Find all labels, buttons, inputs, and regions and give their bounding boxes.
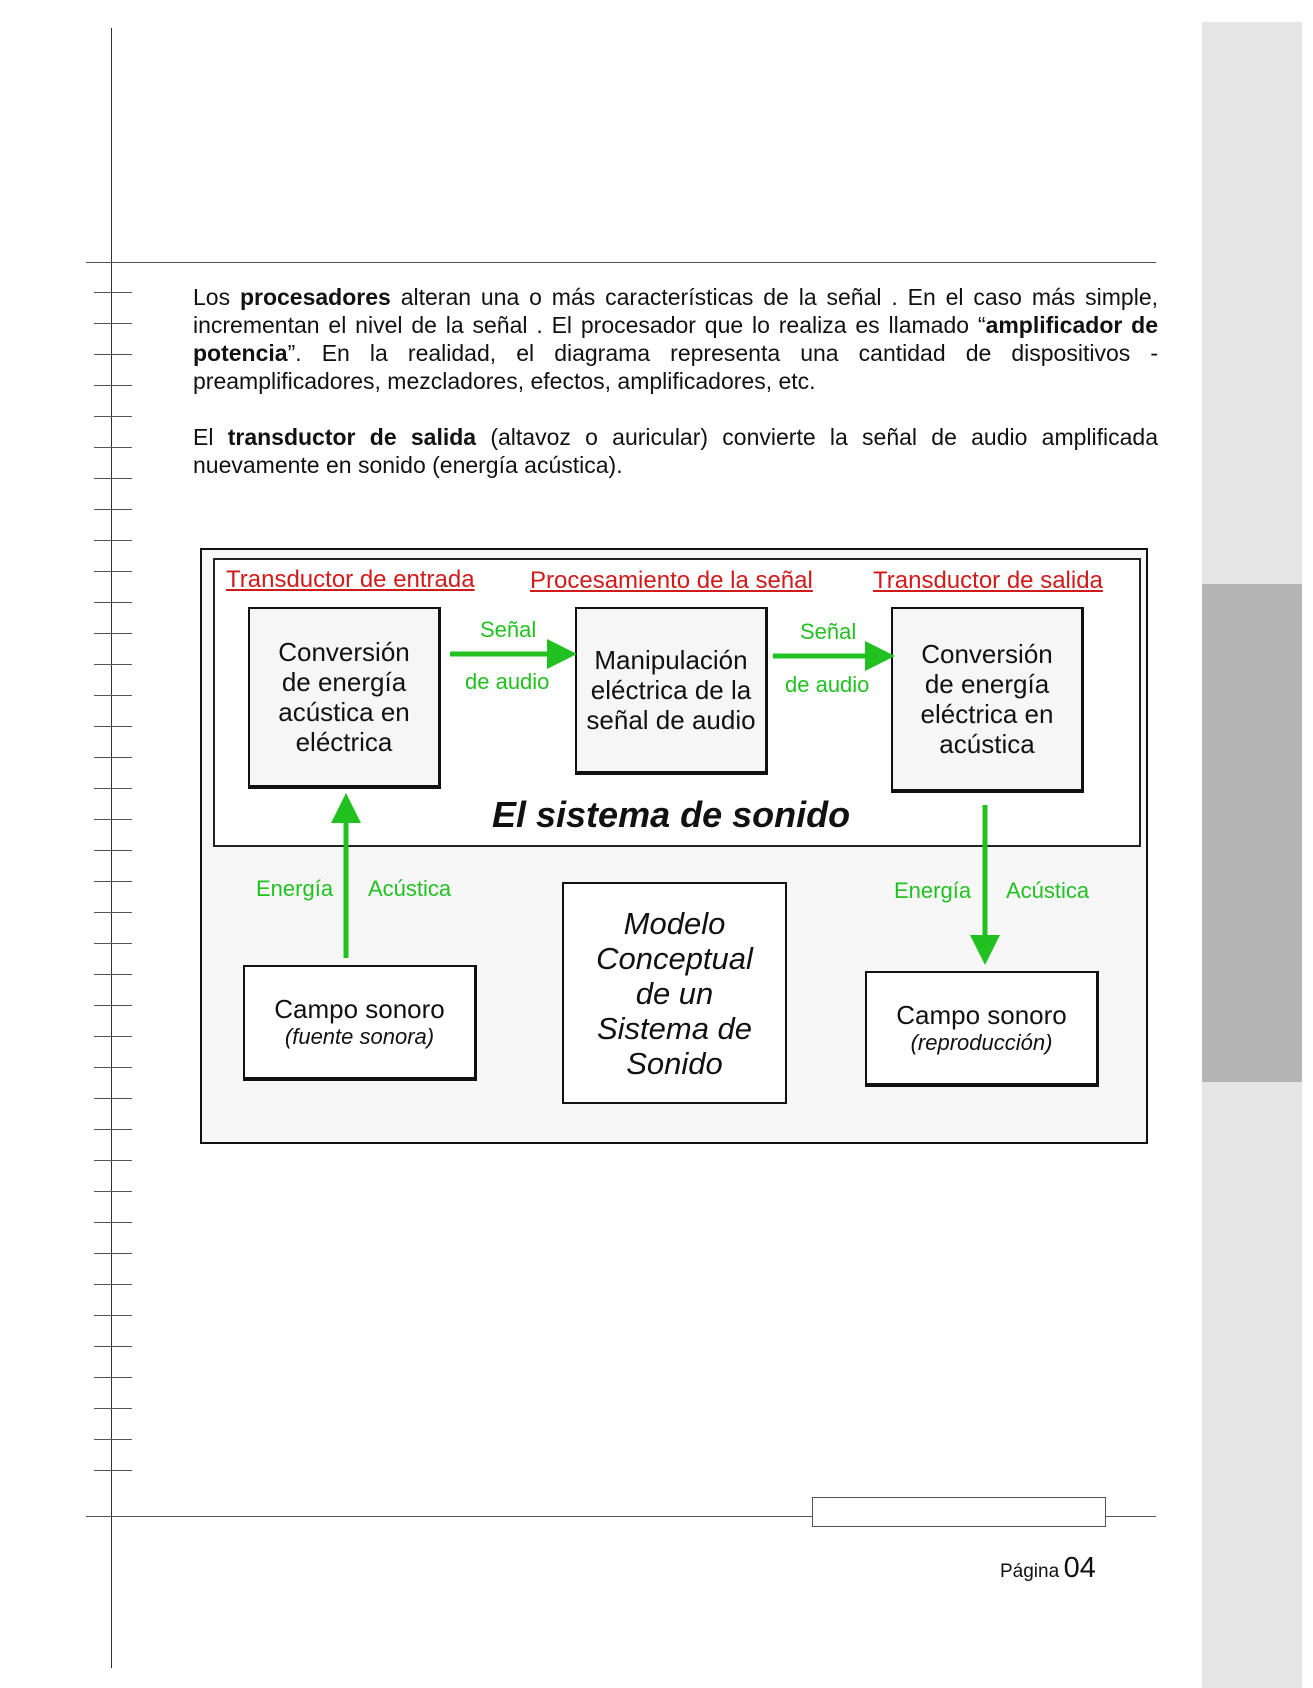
energy-right-label: Energía — [894, 878, 972, 903]
acoustic-right-label: Acústica — [1006, 878, 1090, 903]
header-rule — [86, 262, 1156, 263]
box-manipulation — [575, 607, 768, 775]
box-manipulation-text: Manipulación eléctrica de la señal de audio — [586, 645, 756, 735]
signal-label-1-top: Señal — [480, 617, 537, 642]
text-run: El — [193, 424, 228, 450]
signal-label-2-top: Señal — [800, 619, 857, 644]
box-output-conversion-text: Conversión de energía eléctrica en acústica — [920, 639, 1054, 759]
field-source-title: Campo sonoro — [274, 994, 445, 1024]
signal-label-2-bottom: de audio — [785, 672, 870, 697]
box-input-conversion-text: Conversión de energía acústica en eléctrica — [278, 637, 410, 757]
field-source-subtitle: (fuente sonora) — [284, 1024, 435, 1049]
acoustic-left-label: Acústica — [368, 876, 452, 901]
text-run: alteran una o más características de la señal . En el caso más simple, incrementan el nivel de la señal . El procesador que lo realiza es llamado “ — [193, 284, 1158, 338]
side-tab — [1202, 584, 1302, 1082]
system-title: El sistema de sonido — [492, 794, 851, 835]
box-input-conversion — [248, 607, 441, 789]
header-input-transducer: Transductor de entrada — [226, 566, 475, 593]
body-text — [193, 283, 1158, 479]
page-label: Página — [1000, 1561, 1060, 1582]
bold-term: amplificador de potencia — [193, 312, 1159, 366]
energy-left-label: Energía — [256, 876, 334, 901]
text-run: ”. En la realidad, el diagrama representa una cantidad de dispositivos - preamplificadores, mezcladores, efectos, amplificadores, etc. — [193, 340, 1158, 394]
margin-ticks — [94, 292, 132, 1472]
page-number-value: 04 — [1063, 1552, 1096, 1584]
page-number — [1000, 1552, 1096, 1585]
bold-term: procesadores — [239, 284, 391, 310]
box-field-reproduction — [865, 971, 1099, 1087]
field-repro-subtitle: (reproducción) — [910, 1030, 1053, 1055]
field-repro-title: Campo sonoro — [896, 1000, 1067, 1030]
box-conceptual-model — [562, 882, 787, 1104]
bold-term: transductor de salida — [227, 424, 477, 450]
model-text: Modelo Conceptual de un Sistema de Sonido — [596, 905, 753, 1081]
header-output-transducer: Transductor de salida — [873, 567, 1103, 594]
text-run: (altavoz o auricular) convierte la señal de audio amplificada nuevamente en sonido (energía acústica). — [193, 424, 1159, 478]
box-output-conversion — [891, 607, 1084, 793]
footer-box — [812, 1497, 1106, 1527]
text-run: Los — [193, 284, 240, 310]
paragraph-output-transducer — [193, 423, 1158, 479]
header-signal-processing: Procesamiento de la señal — [530, 567, 813, 594]
signal-label-1-bottom: de audio — [465, 669, 550, 694]
box-field-source — [243, 965, 477, 1081]
paragraph-processors — [193, 283, 1158, 395]
